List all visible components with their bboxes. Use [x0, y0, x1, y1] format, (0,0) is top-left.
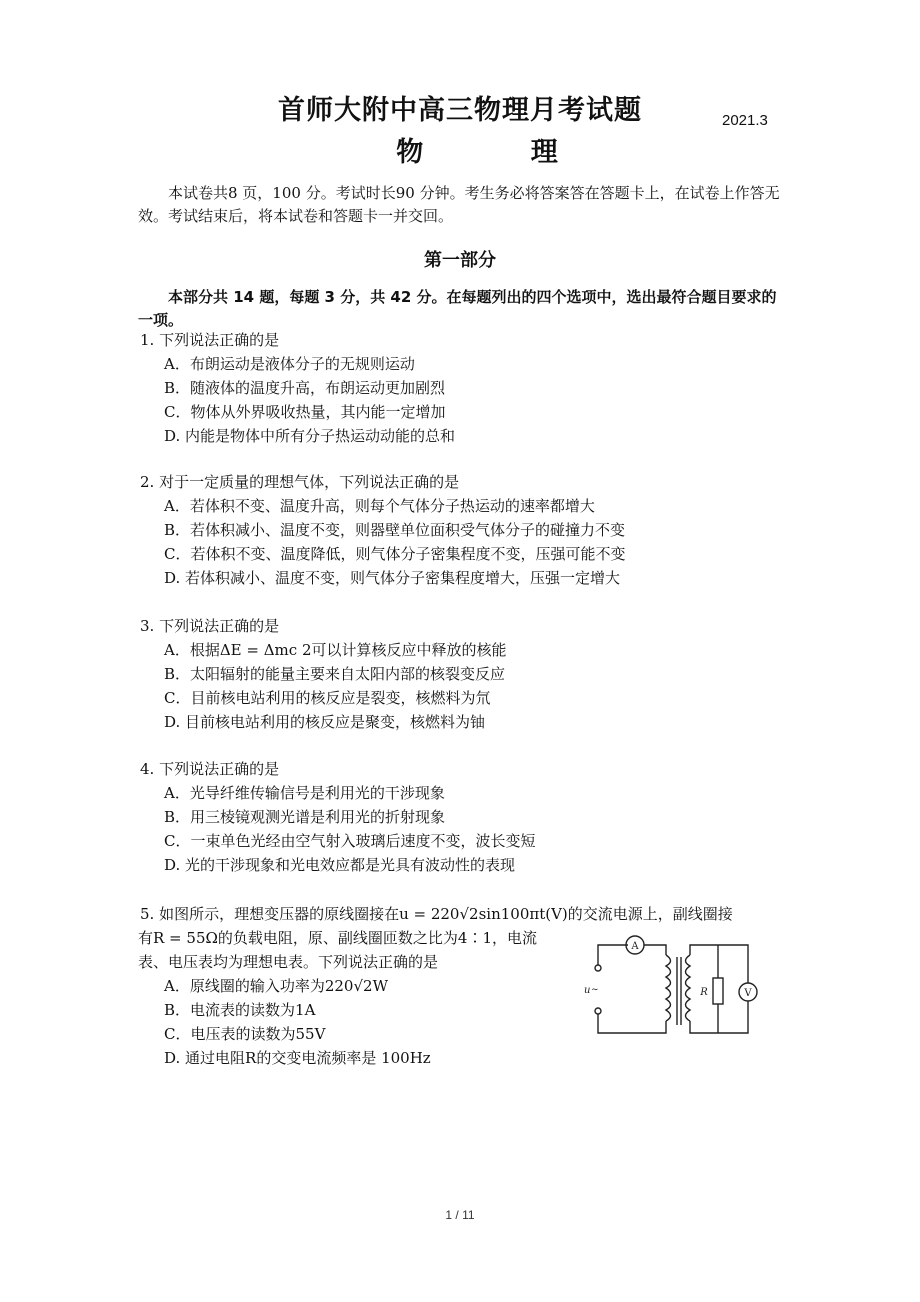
question-2-stem: 2. 对于一定质量的理想气体，下列说法正确的是 — [140, 473, 460, 491]
question-5-option-d: D. 通过电阻R的交变电流频率是 100Hz — [164, 1049, 431, 1067]
exam-title: 首师大附中高三物理月考试题 — [278, 95, 642, 126]
source-terminal-top — [595, 965, 601, 971]
question-2-option-b: B．若体积减小、温度不变，则器壁单位面积受气体分子的碰撞力不变 — [164, 521, 626, 539]
question-3-option-c: C．目前核电站利用的核反应是裂变，核燃料为氘 — [164, 689, 491, 707]
ammeter-label: A — [631, 941, 639, 952]
resistor-label: R — [700, 987, 708, 998]
question-4-stem: 4. 下列说法正确的是 — [140, 760, 280, 778]
transformer-circuit-diagram — [578, 933, 770, 1043]
question-2-option-a: A．若体积不变、温度升高，则每个气体分子热运动的速率都增大 — [164, 497, 595, 515]
question-1-stem: 1. 下列说法正确的是 — [140, 331, 280, 349]
question-4-option-c: C．一束单色光经由空气射入玻璃后速度不变，波长变短 — [164, 832, 536, 850]
question-2-option-d: D. 若体积减小、温度不变，则气体分子密集程度增大，压强一定增大 — [164, 569, 621, 587]
question-1-option-d: D. 内能是物体中所有分子热运动动能的总和 — [164, 427, 456, 445]
secondary-wire-bottom — [690, 1001, 748, 1033]
part-description: 本部分共 14 题，每题 3 分，共 42 分。在每题列出的四个选项中，选出最符合题目要求的一项。 — [138, 288, 777, 329]
question-1-option-a: A．布朗运动是液体分子的无规则运动 — [164, 355, 415, 373]
question-3-option-b: B．太阳辐射的能量主要来自太阳内部的核裂变反应 — [164, 665, 506, 683]
question-2-option-c: C．若体积不变、温度降低，则气体分子密集程度不变，压强可能不变 — [164, 545, 626, 563]
source-terminal-bottom — [595, 1008, 601, 1014]
voltmeter-label: V — [744, 988, 752, 999]
secondary-wire-top — [690, 945, 748, 983]
primary-coil-icon — [666, 955, 671, 1021]
page-number: 1 / 11 — [445, 1208, 475, 1222]
exam-date: 2021.3 — [722, 112, 768, 129]
primary-wire-bottom — [598, 1014, 666, 1033]
question-4-option-d: D. 光的干涉现象和光电效应都是光具有波动性的表现 — [164, 856, 516, 874]
ammeter-wire — [644, 945, 666, 955]
question-3-stem: 3. 下列说法正确的是 — [140, 617, 280, 635]
secondary-coil-icon — [686, 955, 691, 1021]
question-5-option-c: C．电压表的读数为55V — [164, 1025, 326, 1043]
resistor-icon — [713, 978, 723, 1004]
subject-title: 物 理 — [396, 137, 592, 168]
source-label: u — [584, 985, 591, 996]
question-5-option-a: A．原线圈的输入功率为220√2W — [164, 977, 388, 995]
question-1-option-b: B．随液体的温度升高，布朗运动更加剧烈 — [164, 379, 446, 397]
question-4-option-b: B．用三棱镜观测光谱是利用光的折射现象 — [164, 808, 446, 826]
question-5-option-b: B．电流表的读数为1A — [164, 1001, 316, 1019]
exam-instructions: 本试卷共8 页，100 分。考试时长90 分钟。考生务必将答案答在答题卡上，在试卷上作答无效。考试结束后，将本试卷和答题卡一并交回。 — [138, 184, 780, 225]
question-5-stem-line-3: 表、电压表均为理想电表。下列说法正确的是 — [138, 953, 439, 971]
primary-wire-top — [598, 945, 628, 965]
question-5-stem-line-2: 有R = 55Ω的负载电阻，原、副线圈匝数之比为4∶1，电流 — [138, 929, 538, 947]
question-3-option-d: D. 目前核电站利用的核反应是聚变，核燃料为铀 — [164, 713, 486, 731]
question-1-option-c: C．物体从外界吸收热量，其内能一定增加 — [164, 403, 446, 421]
question-4-option-a: A．光导纤维传输信号是利用光的干涉现象 — [164, 784, 445, 802]
question-5-stem-line-1: 5. 如图所示，理想变压器的原线圈接在u = 220√2sin100πt(V)的交流电源上，副线圈接 — [140, 905, 733, 923]
part-title: 第一部分 — [424, 250, 496, 271]
source-ac-symbol: ~ — [591, 985, 599, 995]
question-3-option-a: A．根据ΔE = Δmc 2可以计算核反应中释放的核能 — [164, 641, 507, 659]
